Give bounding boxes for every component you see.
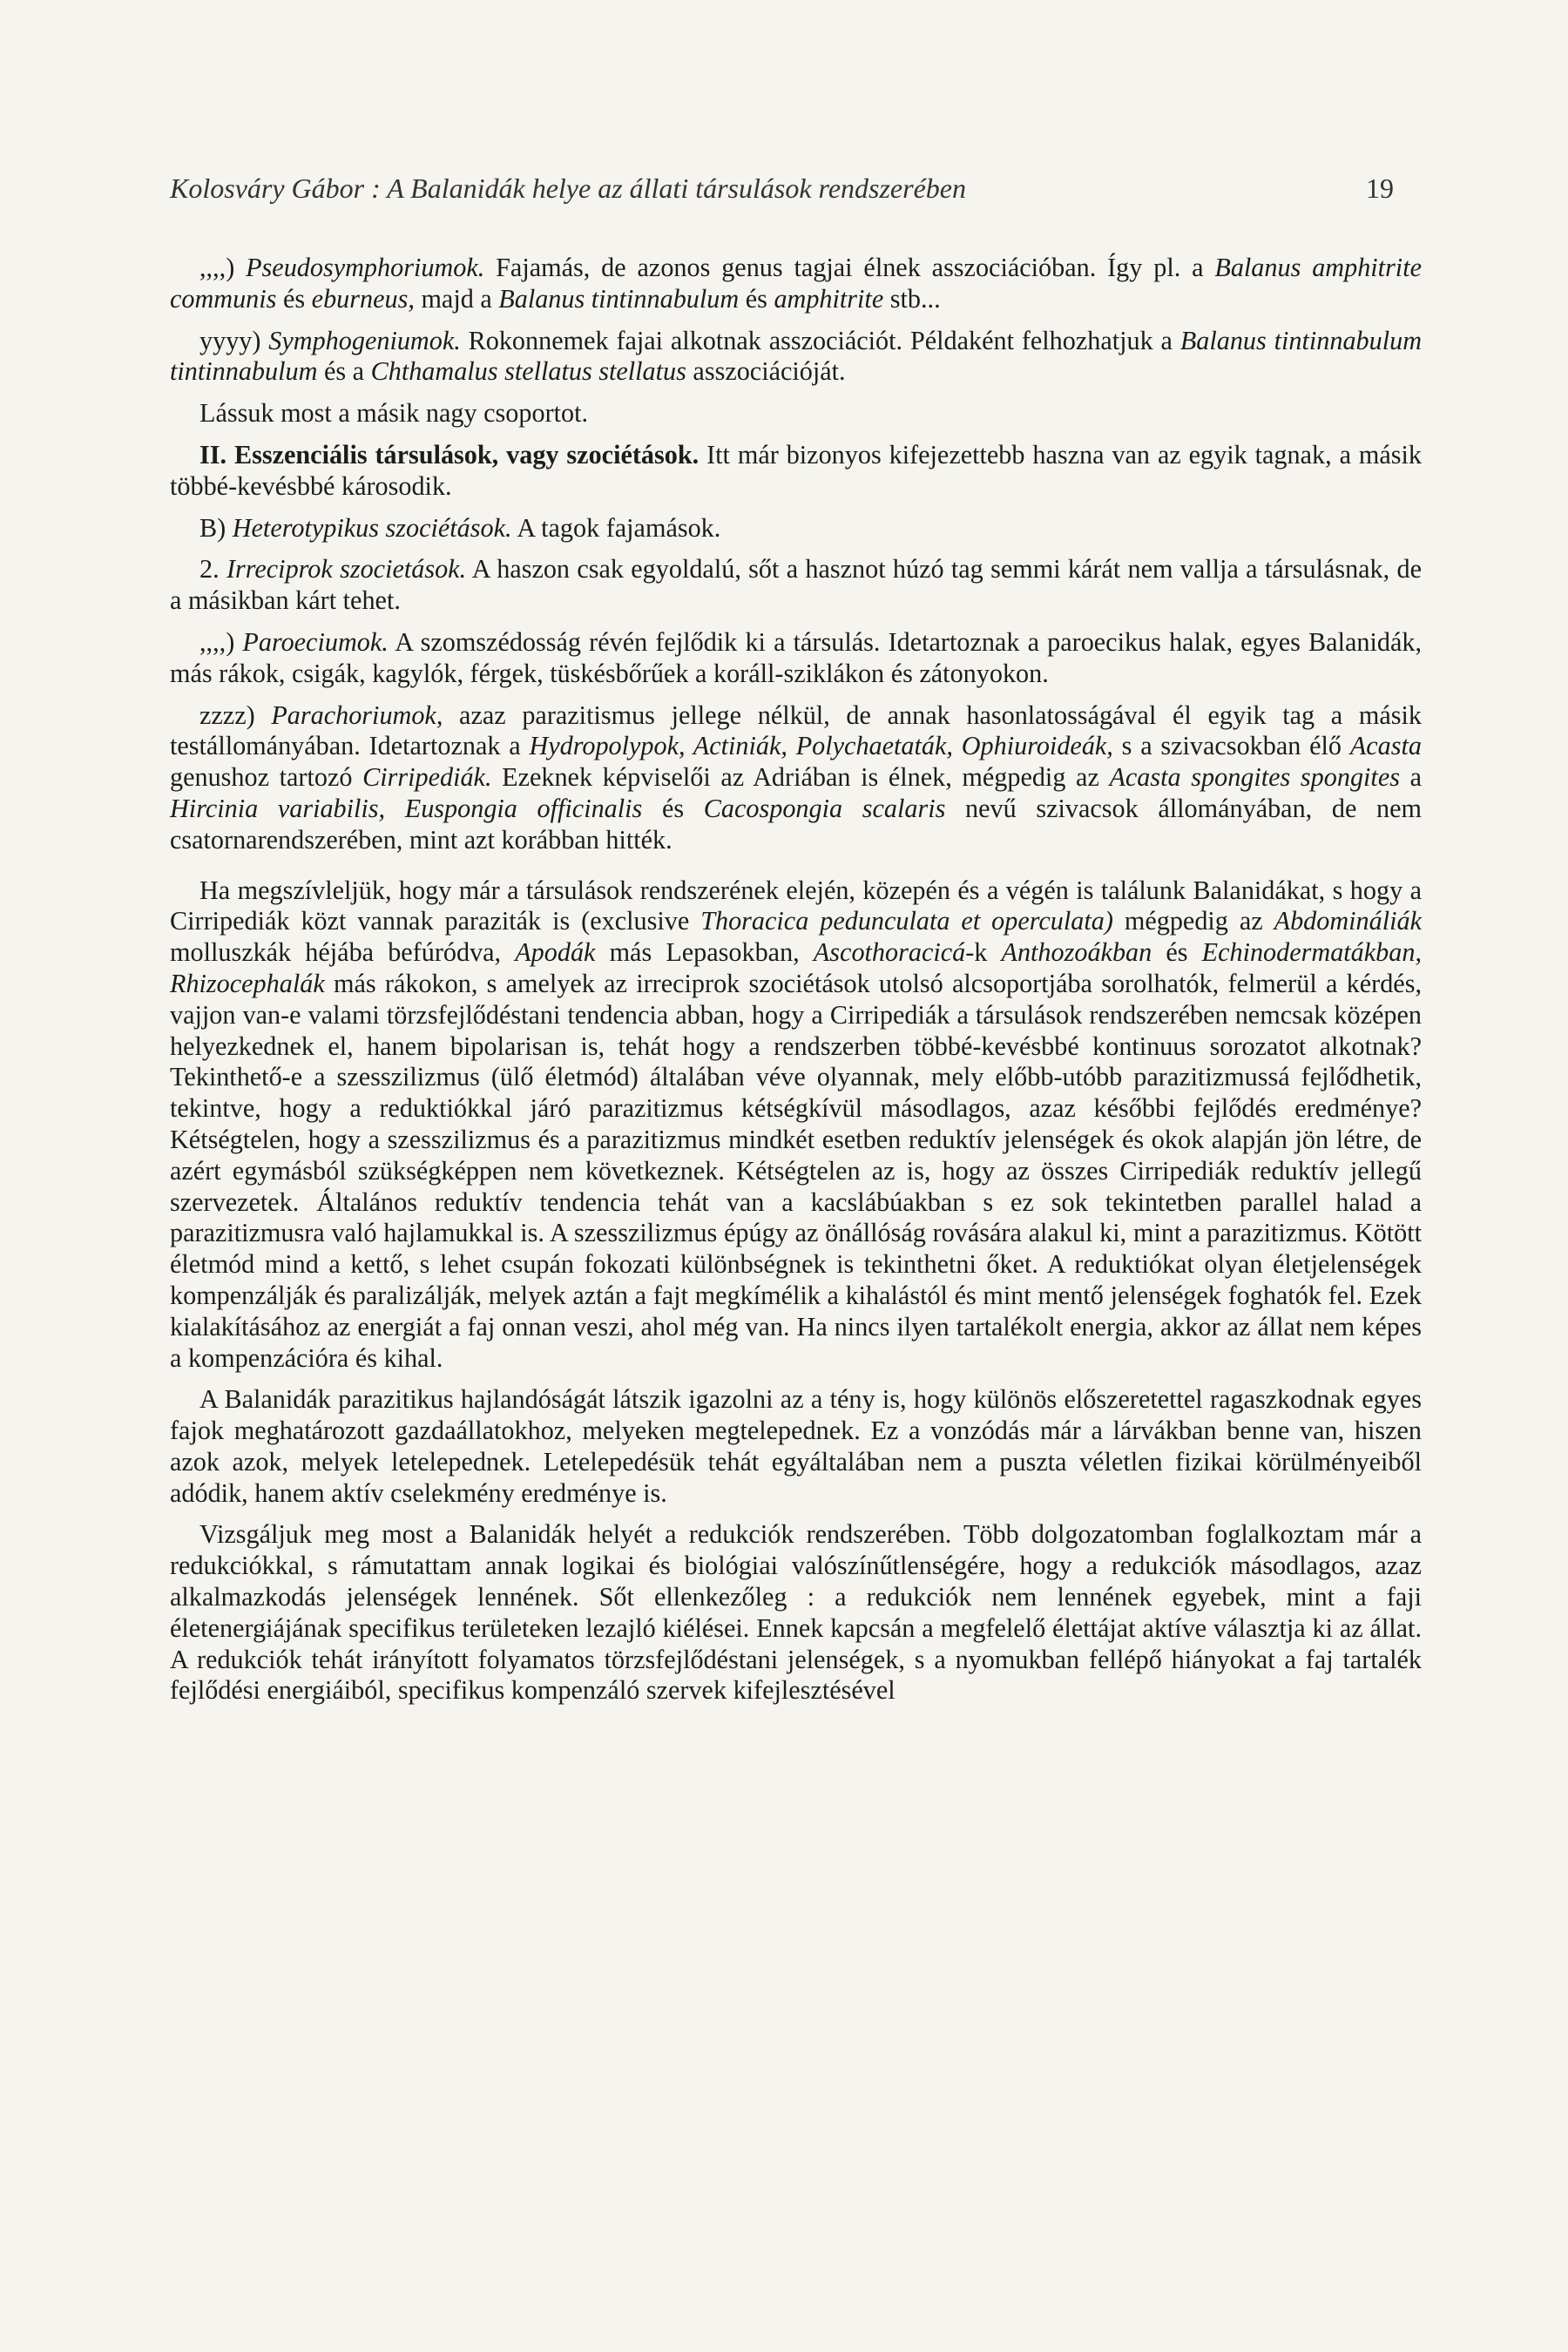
text: azaz parazitismus jellege nélkül, de annak hasonlatosságával él egyik tag a másik testállományában. Idetartoznak a	[170, 700, 1423, 761]
text: és	[276, 283, 312, 314]
text: és	[642, 793, 704, 823]
text: molluszkák héjába befúródva,	[170, 937, 516, 968]
paragraph-parazitikus: A Balanidák parazitikus hajlandóságát látszik igazolni az a tény is, hogy különös előszeretettel ragaszkodnak egyes fajok meghatározott gazdaállatokhoz, melyeken megtelepednek. Ez a vonzódás már a lárvákban benne van, hiszen azok azok, melyek letelepednek. Letelepedésük tehát egyáltalában nem a puszta véletlen fizikai körülményeiből adódik, hanem aktív cselekmény eredménye is.	[170, 1384, 1422, 1508]
paragraph-parachoriumok	[170, 700, 1422, 856]
taxa: Cacospongia scalaris	[703, 793, 946, 823]
header-title: Kolosváry Gábor : A Balanidák helye az állati társulások rendszerében	[170, 172, 966, 204]
text: genushoz tartozó	[170, 762, 363, 793]
text: asszociációját.	[686, 356, 846, 387]
term: Pseudosymphoriumok.	[246, 253, 485, 282]
text: Ezeknek képviselői az Adriában is élnek, mégpedig az	[491, 762, 1110, 793]
paragraph-pseudosymphoriumok	[170, 253, 1422, 315]
text: stb...	[883, 283, 941, 314]
taxa: Acasta spongites spongites	[1109, 762, 1400, 793]
term: Irreciprok szocietások.	[226, 554, 467, 585]
paragraph-heterotypikus	[170, 513, 1422, 544]
text: B)	[199, 512, 233, 543]
species: eburneus,	[311, 283, 415, 314]
body-text	[170, 253, 1422, 1717]
section-heading: II. Esszenciális társulások, vagy szociétások.	[199, 439, 700, 470]
taxa: Echinodermatákban, Rhizocephalák	[170, 937, 1422, 998]
taxa: Abdomináliák	[1274, 906, 1422, 936]
text: a	[1399, 762, 1422, 793]
taxa: Hircinia variabilis, Euspongia officinalis	[170, 793, 643, 823]
text: és	[1152, 937, 1202, 968]
text: Fajamás, de azonos genus tagjai élnek asszociációban. Így pl. a	[484, 253, 1215, 282]
text: más Lepasokban,	[595, 937, 814, 968]
taxa: Thoracica pedunculata et operculata)	[700, 906, 1113, 936]
text: Itt már bizonyos kifejezettebb haszna van az egyik tagnak, a másik többé-kevésbbé károsodik.	[170, 439, 1422, 501]
text: és a	[317, 356, 371, 387]
species: Balanus amphitrite communis	[170, 253, 1422, 314]
species: amphitrite	[774, 283, 884, 314]
text: Ha megszívleljük, hogy már a társulások rendszerének elején, közepén és a végén is találunk Balanidákat, s hogy a Cirripediák közt vannak paraziták is (exclusive	[170, 875, 1422, 936]
term: Paroeciumok.	[242, 626, 389, 657]
paragraph-vizsgaljuk: Vizsgáljuk meg most a Balanidák helyét a redukciók rendszerében. Több dolgozatomban foglalkoztam már a redukciókkal, s rámutattam annak logikai és biológiai valószínűtlenségére, hogy a redukciók másodlagos, azaz alkalmazkodás jelenségek lennének. Sőt ellenkezőleg : a redukciók nem lennének egyebek, mint a faji életenergiájának specifikus területeken lezajló kiélései. Ennek kapcsán a megfelelő élettájat aktíve választja ki az állat. A redukciók tehát irányított folyamatos törzsfejlődéstani jelenségek, s a nyomukban fellépő hiányokat a faj tartalék fejlődési energiáiból, specifikus kompenzáló szervek kifejlesztésével	[170, 1519, 1422, 1706]
term: Parachoriumok,	[271, 700, 443, 730]
text: yyyy)	[199, 325, 269, 355]
text: más rákokon, s amelyek az irreciprok szociétások utolsó alcsoportjába sorolhatók, felmerül a kérdés, vajjon van-e valami törzsfejlődéstani tendencia abban, hogy a Cirripediák a társulások rendszerében nemcsak középen helyezkednek el, hanem bipolarisan is, tehát hogy a rendszerben többé-kevésbbé kontinuus sorozatot alkotnak? Tekinthető-e a szesszilizmus (ülő életmód) általában véve olyannak, mely előbb-utóbb parazitizmussá fejlődhetik, tekintve, hogy a reduktiókkal járó parazitizmus kétségkívül másodlagos, azaz későbbi fejlődés eredménye? Kétségtelen, hogy a szesszilizmus és a parazitizmus mindkét esetben reduktív jelenségek és okok alapján jön létre, de azért egymásból szükségképpen nem következnek. Kétségtelen az is, hogy az összes Cirripediák reduktív jellegű szervezetek. Általános reduktív tendencia tehát van a kacslábúakban s ez sok tekintetben parallel halad a parazitizmusra való hajlamukkal is. A szesszilizmus épúgy az önállóság rovására alakul ki, mint a parazitizmus. Kötött életmód mind a kettő, s lehet csupán fokozati különbségnek is tekinthetni őket. A reduktiókat olyan életjelenségek kompenzálják és paralizálják, melyek aztán a fajt megkímélik a kihalástól és mint mentő jelenségek foghatók fel. Ezek kialakításához az energiát a faj onnan veszi, ahol még van. Ha nincs ilyen tartalékolt energia, akkor az állat nem képes a kompenzációra és kihal.	[170, 968, 1422, 1373]
text: A szomszédosság révén fejlődik ki a társulás. Idetartoznak a paroecikus halak, egyes Balanidák, más rákok, csigák, kagylók, férgek, tüskésbőrűek a koráll-sziklákon és zátonyokon.	[170, 626, 1422, 688]
term: Heterotypikus szociétások.	[232, 512, 512, 543]
text: mégpedig az	[1112, 906, 1274, 936]
taxa: Acasta	[1349, 731, 1422, 761]
text: Rokonnemek fajai alkotnak asszociációt. Példaként felhozhatjuk a	[460, 325, 1180, 355]
taxa: Ascothoracicá	[813, 937, 966, 968]
text: A tagok fajamások.	[511, 512, 721, 543]
paragraph-ha-megszivleljuk	[170, 875, 1422, 1375]
paragraph-paroeciumok	[170, 627, 1422, 690]
paragraph-symphogeniumok	[170, 326, 1422, 389]
text: ,,,,)	[199, 626, 243, 657]
text: majd a	[414, 283, 499, 314]
running-header	[170, 172, 1394, 205]
taxa: Hydropolypok, Actiniák, Polychaetaták, Ophiuroideák,	[529, 731, 1113, 761]
text: -k	[965, 937, 1002, 968]
text: ,,,,)	[199, 253, 247, 282]
text: zzzz)	[199, 700, 272, 730]
paragraph-lassuk: Lássuk most a másik nagy csoportot.	[199, 398, 589, 429]
text: s a szivacsokban élő	[1112, 731, 1350, 761]
paragraph-esszencialis	[170, 440, 1422, 503]
text: A haszon csak egyoldalú, sőt a hasznot húzó tag semmi kárát nem vallja a társulásnak, de a másikban kárt tehet.	[170, 554, 1422, 616]
species: Balanus tintinnabulum	[498, 283, 740, 314]
term: Symphogeniumok.	[268, 325, 461, 355]
taxa: Anthozoákban	[1001, 937, 1152, 968]
page-number: 19	[1366, 172, 1394, 204]
text: nevű szivacsok állományában, de nem csatornarendszerében, mint azt korábban hitték.	[170, 793, 1422, 855]
taxa: Apodák	[515, 937, 596, 968]
text: 2.	[199, 554, 226, 585]
taxa: Cirripediák.	[362, 762, 492, 793]
paragraph-irreciprok	[170, 554, 1422, 617]
species: Balanus tintinnabulum tintinnabulum	[170, 325, 1423, 387]
species: Chthamalus stellatus stellatus	[370, 356, 686, 387]
text: és	[739, 283, 774, 314]
